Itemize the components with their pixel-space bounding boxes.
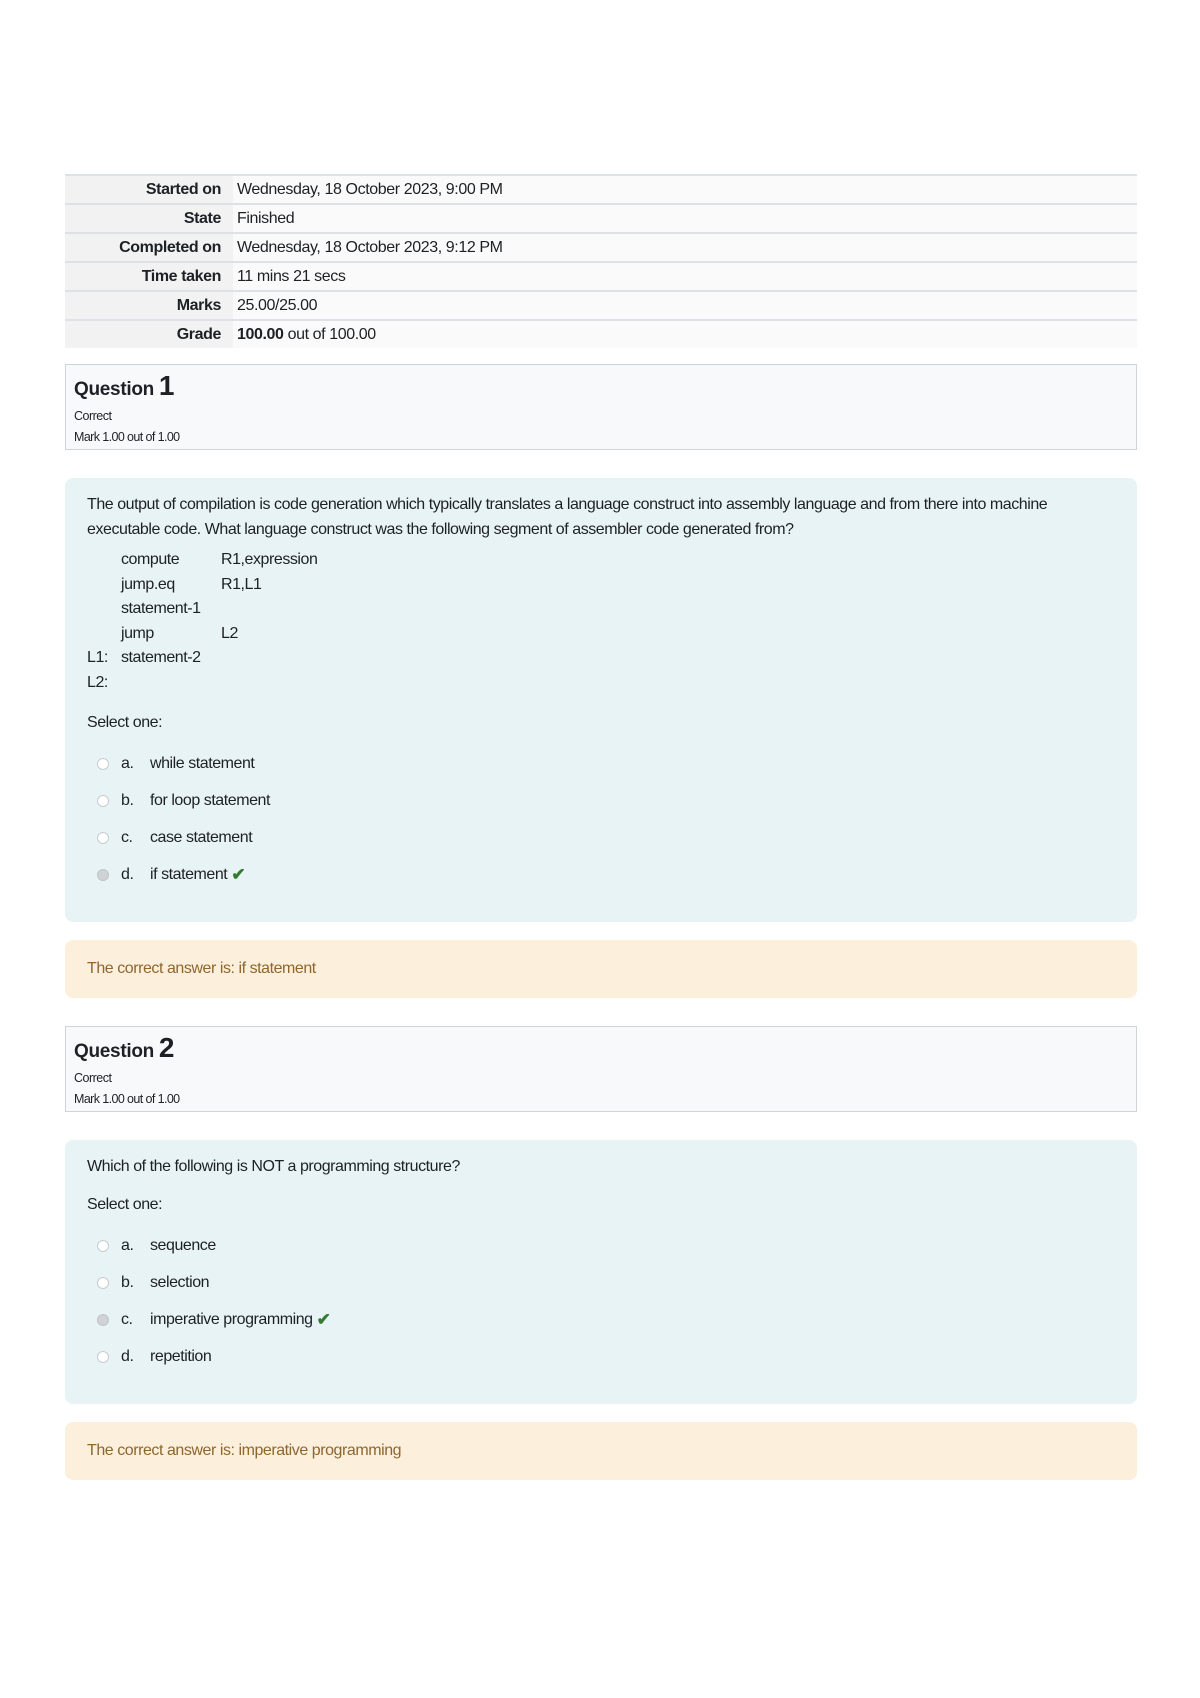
answer-text: selection xyxy=(150,1273,210,1291)
question-title xyxy=(74,1032,1128,1063)
question-content xyxy=(65,478,1137,922)
question-number: 2 xyxy=(158,1032,175,1063)
radio-button[interactable] xyxy=(97,758,109,770)
answer-text: if statement xyxy=(150,865,228,883)
answer-text: sequence xyxy=(150,1236,216,1254)
answer-option[interactable] xyxy=(87,1264,1115,1301)
answer-option[interactable] xyxy=(87,856,1115,893)
answer-text: for loop statement xyxy=(150,791,270,809)
answer-option[interactable] xyxy=(87,782,1115,819)
code-line xyxy=(87,622,1115,647)
attempt-summary-table xyxy=(65,174,1137,348)
correct-answer-feedback: The correct answer is: if statement xyxy=(65,940,1137,998)
select-one-prompt: Select one: xyxy=(87,714,163,731)
question-content xyxy=(65,1140,1137,1404)
answer-list xyxy=(87,745,1115,893)
summary-label: State xyxy=(65,204,233,233)
grade-score: 100.00 xyxy=(237,325,284,343)
question-state: Correct xyxy=(74,409,112,423)
question-text: The output of compilation is code generation which typically translates a language construct into assembly language and from there into machine executable code. What language construct was the following segment of assembler code generated from? xyxy=(87,496,1048,538)
question-title xyxy=(74,370,1128,401)
question-info-box xyxy=(65,1026,1137,1112)
question-label: Question xyxy=(74,379,154,400)
radio-button-selected[interactable] xyxy=(97,1314,109,1326)
answer-option[interactable] xyxy=(87,1301,1115,1338)
code-line xyxy=(87,548,1115,573)
check-icon: ✔ xyxy=(316,1309,331,1329)
answer-letter: b. xyxy=(121,1273,134,1291)
grade-out-of: out of 100.00 xyxy=(283,325,376,343)
summary-label: Completed on xyxy=(65,233,233,262)
summary-row-grade xyxy=(65,320,1137,348)
code-op xyxy=(121,671,221,696)
assembler-code-block xyxy=(87,548,1115,695)
answer-text: imperative programming xyxy=(150,1310,313,1328)
code-line xyxy=(87,671,1115,696)
summary-row-marks xyxy=(65,291,1137,320)
radio-button-selected[interactable] xyxy=(97,869,109,881)
summary-label: Grade xyxy=(65,320,233,348)
code-op: jump xyxy=(121,624,154,642)
question-grade: Mark 1.00 out of 1.00 xyxy=(74,430,180,444)
summary-value: Wednesday, 18 October 2023, 9:12 PM xyxy=(233,233,1137,262)
question-info-box xyxy=(65,364,1137,450)
question-text: Which of the following is NOT a programming structure? xyxy=(87,1158,460,1175)
answer-letter: d. xyxy=(121,865,134,883)
answer-letter: a. xyxy=(121,1236,134,1254)
answer-text: while statement xyxy=(150,754,255,772)
code-label: L2: xyxy=(87,673,108,691)
code-arg: L2 xyxy=(221,624,238,642)
radio-button[interactable] xyxy=(97,1351,109,1363)
code-arg: R1,L1 xyxy=(221,575,262,593)
quiz-review-page xyxy=(65,174,1137,1480)
code-label: L1: xyxy=(87,649,108,666)
code-label xyxy=(87,573,121,598)
answer-option[interactable] xyxy=(87,1227,1115,1264)
code-line xyxy=(87,646,1115,671)
answer-option[interactable] xyxy=(87,819,1115,856)
select-one-prompt: Select one: xyxy=(87,1196,163,1213)
radio-button[interactable] xyxy=(97,1277,109,1289)
code-label xyxy=(87,597,121,622)
code-line xyxy=(87,573,1115,598)
summary-label: Marks xyxy=(65,291,233,320)
answer-letter: c. xyxy=(121,1310,133,1328)
answer-text: repetition xyxy=(150,1347,212,1365)
answer-letter: c. xyxy=(121,828,133,846)
code-label xyxy=(87,548,121,573)
summary-value: Wednesday, 18 October 2023, 9:00 PM xyxy=(233,175,1137,204)
summary-row-started xyxy=(65,175,1137,204)
code-op: statement-2 xyxy=(121,649,201,666)
summary-label: Started on xyxy=(65,175,233,204)
question-state: Correct xyxy=(74,1071,112,1085)
question-grade: Mark 1.00 out of 1.00 xyxy=(74,1092,180,1106)
answer-letter: d. xyxy=(121,1347,134,1365)
check-icon: ✔ xyxy=(231,864,246,884)
summary-row-completed xyxy=(65,233,1137,262)
answer-list xyxy=(87,1227,1115,1375)
code-label xyxy=(87,622,121,647)
correct-answer-feedback: The correct answer is: imperative programming xyxy=(65,1422,1137,1480)
code-arg: R1,expression xyxy=(221,551,318,568)
answer-letter: a. xyxy=(121,754,134,772)
code-op: jump.eq xyxy=(121,575,175,593)
summary-row-time-taken xyxy=(65,262,1137,291)
radio-button[interactable] xyxy=(97,795,109,807)
question-number: 1 xyxy=(158,370,175,401)
summary-value: Finished xyxy=(233,204,1137,233)
summary-value: 11 mins 21 secs xyxy=(233,262,1137,291)
answer-letter: b. xyxy=(121,791,134,809)
question-label: Question xyxy=(74,1041,154,1062)
code-op: statement-1 xyxy=(121,600,201,617)
code-op: compute xyxy=(121,551,180,568)
summary-value: 25.00/25.00 xyxy=(233,291,1137,320)
summary-value xyxy=(233,320,1137,348)
radio-button[interactable] xyxy=(97,1240,109,1252)
answer-option[interactable] xyxy=(87,1338,1115,1375)
answer-text: case statement xyxy=(150,828,253,846)
code-line xyxy=(87,597,1115,622)
summary-row-state xyxy=(65,204,1137,233)
summary-label: Time taken xyxy=(65,262,233,291)
answer-option[interactable] xyxy=(87,745,1115,782)
radio-button[interactable] xyxy=(97,832,109,844)
